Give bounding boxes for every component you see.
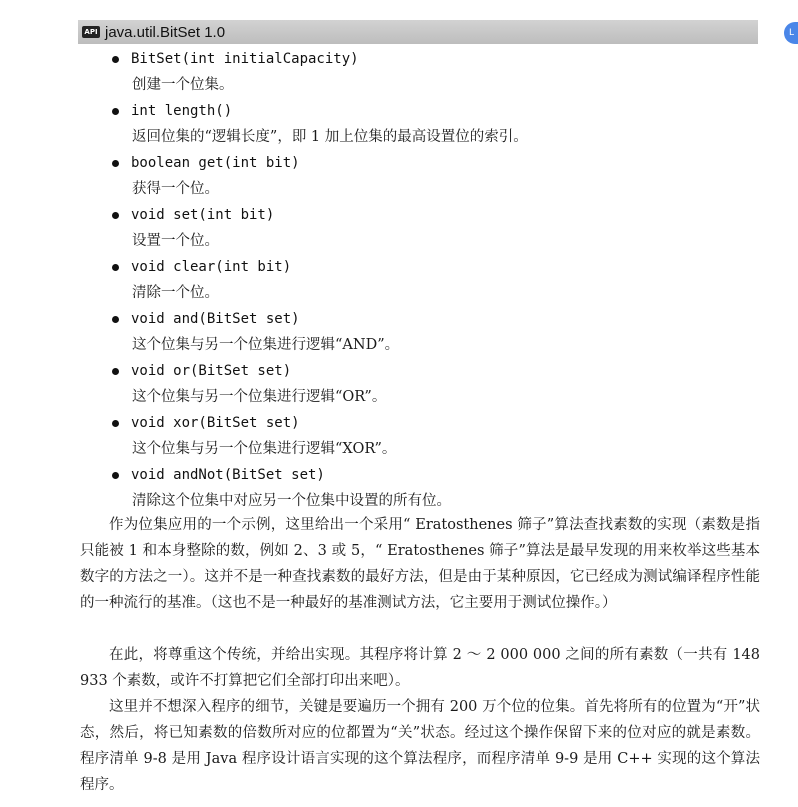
bullet-icon — [112, 472, 119, 479]
method-item — [112, 464, 762, 516]
api-class-title: java.util.BitSet 1.0 — [105, 23, 226, 41]
method-signature: void xor(BitSet set) — [112, 412, 300, 434]
method-description: 这个位集与另一个位集进行逻辑“AND”。 — [132, 337, 400, 353]
body-paragraph — [80, 694, 760, 798]
bullet-icon — [112, 368, 119, 375]
method-description: 清除这个位集中对应另一个位集中设置的所有位。 — [132, 493, 451, 509]
method-description: 设置一个位。 — [132, 233, 219, 249]
paragraph-text: 在此，将尊重这个传统，并给出实现。其程序将计算 2 ～ 2 000 000 之间的所有素数（一共有 148 933 个素数，或许不打算把它们全部打印出来吧）。 — [80, 647, 760, 689]
bullet-icon — [112, 212, 119, 219]
side-avatar-icon[interactable]: L — [784, 22, 798, 44]
method-item — [112, 256, 762, 308]
method-signature: void or(BitSet set) — [112, 360, 291, 382]
method-signature: void and(BitSet set) — [112, 308, 300, 330]
method-description: 获得一个位。 — [132, 181, 219, 197]
method-item — [112, 152, 762, 204]
method-signature: boolean get(int bit) — [112, 152, 300, 174]
bullet-icon — [112, 420, 119, 427]
method-description: 这个位集与另一个位集进行逻辑“XOR”。 — [132, 441, 397, 457]
method-signature: int length() — [112, 100, 232, 122]
method-item — [112, 204, 762, 256]
paragraph-text: 作为位集应用的一个示例，这里给出一个采用“ Eratosthenes 筛子”算法查找素数的实现（素数是指只能被 1 和本身整除的数，例如 2、3 或 5，“ Eratosthenes 筛子”算法是最早发现的用来枚举这些基本数字的方法之一）。这并不是一种查找素数的最好方法，但是由于某种原因，它已经成为测试编译程序性能的一种流行的基准。（这也不是一种最好的基准测试方法，它主要用于测试位操作。） — [80, 517, 760, 611]
body-paragraph — [80, 512, 760, 616]
bullet-icon — [112, 264, 119, 271]
method-item — [112, 100, 762, 152]
method-description: 这个位集与另一个位集进行逻辑“OR”。 — [132, 389, 387, 405]
method-signature: void andNot(BitSet set) — [112, 464, 325, 486]
method-description: 清除一个位。 — [132, 285, 219, 301]
bullet-icon — [112, 316, 119, 323]
method-description: 创建一个位集。 — [132, 77, 234, 93]
method-signature: BitSet(int initialCapacity) — [112, 48, 359, 70]
method-item — [112, 360, 762, 412]
method-item — [112, 412, 762, 464]
method-description: 返回位集的“逻辑长度”，即 1 加上位集的最高设置位的索引。 — [132, 129, 528, 145]
api-badge-icon: API — [82, 26, 100, 38]
method-signature: void set(int bit) — [112, 204, 274, 226]
method-signature: void clear(int bit) — [112, 256, 291, 278]
body-paragraph — [80, 642, 760, 694]
bullet-icon — [112, 160, 119, 167]
paragraph-text: 这里并不想深入程序的细节，关键是要遍历一个拥有 200 万个位的位集。首先将所有的位置为“开”状态，然后，将已知素数的倍数所对应的位都置为“关”状态。经过这个操作保留下来的位对应的就是素数。程序清单 9-8 是用 Java 程序设计语言实现的这个算法程序，而程序清单 9-9 是用 C++ 实现的这个算法程序。 — [80, 699, 760, 793]
bullet-icon — [112, 108, 119, 115]
api-header-bar — [78, 20, 758, 44]
method-item — [112, 48, 762, 100]
method-list — [112, 48, 762, 516]
method-item — [112, 308, 762, 360]
bullet-icon — [112, 56, 119, 63]
